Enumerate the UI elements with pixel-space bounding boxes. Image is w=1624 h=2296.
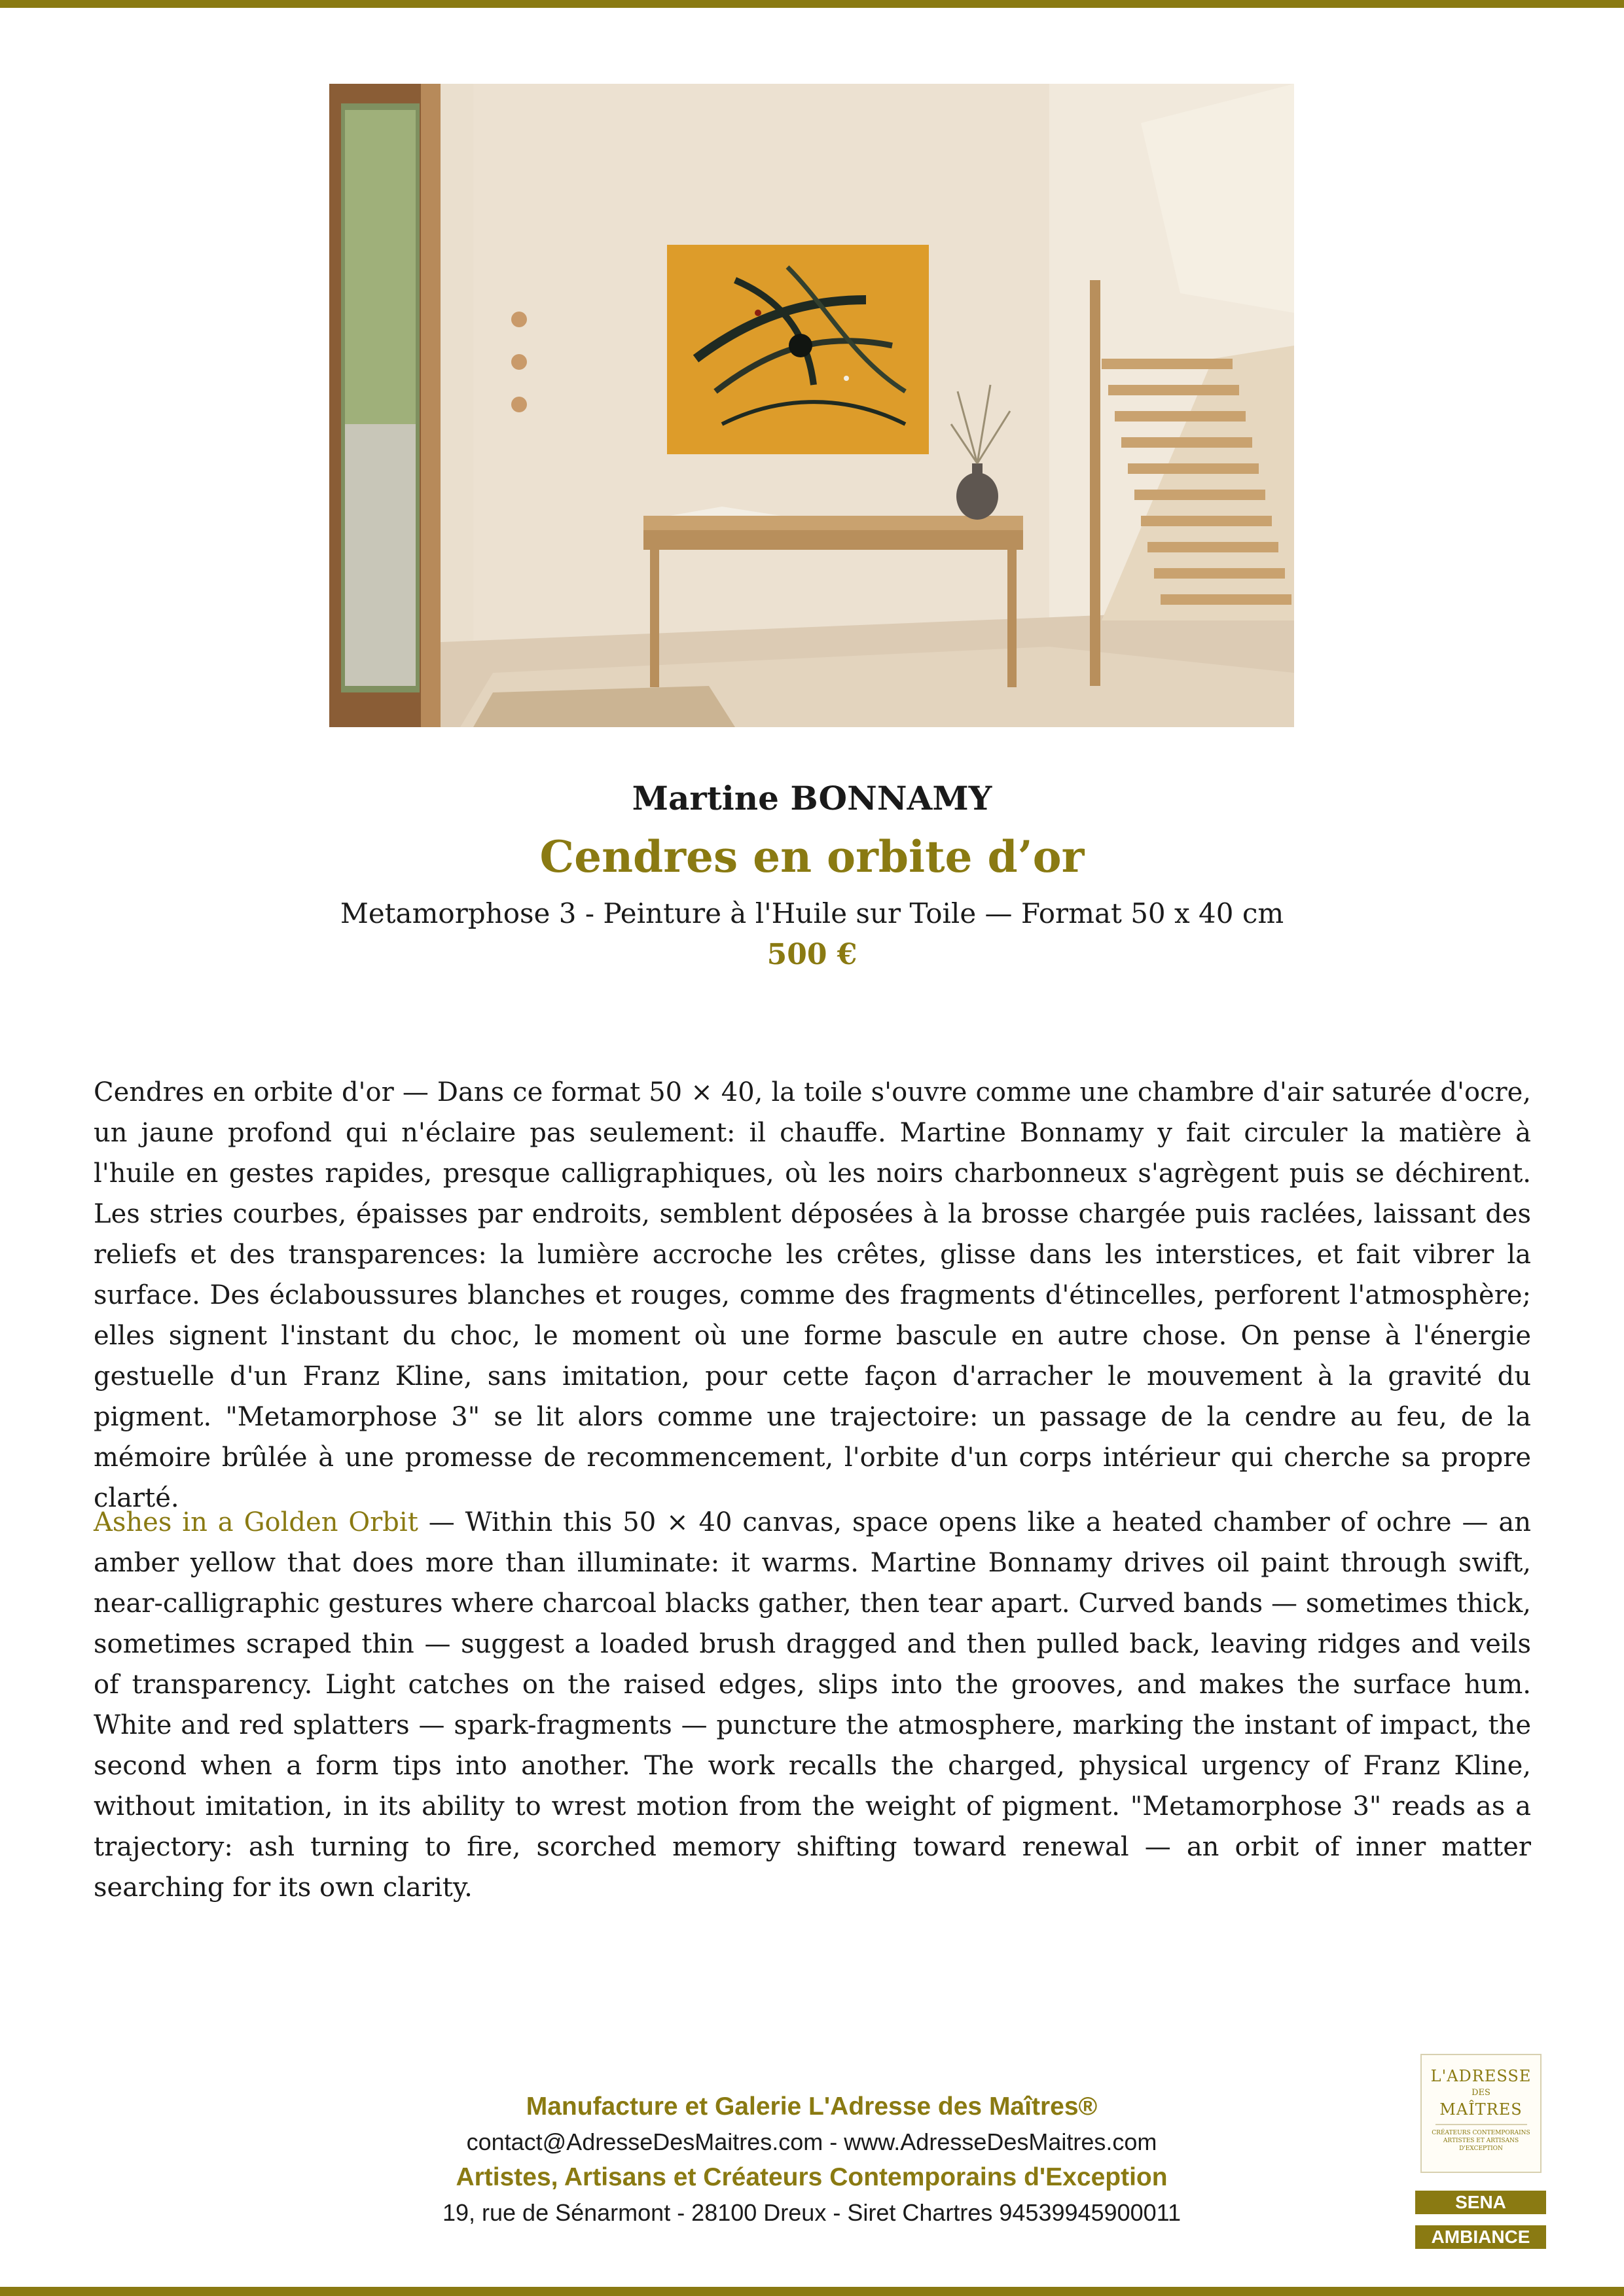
logo-line-2: DES: [1471, 2088, 1490, 2098]
bottom-border-rule: [0, 2287, 1624, 2296]
footer-gallery-name: Manufacture et Galerie L'Adresse des Maîtres®: [526, 2092, 1098, 2121]
badge-sena: SENA: [1415, 2191, 1546, 2214]
logo-line-3: MAÎTRES: [1439, 2100, 1523, 2119]
logo-line-1: L'ADRESSE: [1430, 2067, 1532, 2085]
description-french: Cendres en orbite d'or — Dans ce format 50 × 40, la toile s'ouvre comme une chambre d'air saturée d'ocre, un jaune profond qui n'éclaire pas seulement: il chauffe. Martine Bonnamy y fait circuler la matière à l'huile en gestes rapides, presque calligraphiques, où les noirs charbonneux s'agrègent puis se déchirent. Les stries courbes, épaisses par endroits, semblent déposées à la brosse chargée puis raclées, laissant des reliefs et des transparences: la lumière accroche les crêtes, glisse dans les interstices, et fait vibrer la surface. Des éclaboussures blanches et rouges, comme des fragments d'étincelles, perforent l'atmosphère; elles signent l'instant du choc, le moment où une forme bascule en autre chose. On pense à l'énergie gestuelle d'un Franz Kline, sans imitation, pour cette façon d'arracher le mouvement à la gravité du pigment. "Metamorphose 3" se lit alors comme une trajectoire: un passage de la cendre au feu, de la mémoire brûlée à une promesse de recommencement, l'orbite d'un corps intérieur qui cherche sa propre clarté.: [94, 1077, 1531, 1513]
gallery-logo: [1420, 2054, 1542, 2173]
artwork-price: 500 €: [767, 938, 857, 971]
artist-name: Martine BONNAMY: [632, 779, 992, 817]
footer-address: 19, rue de Sénarmont - 28100 Dreux - Siret Chartres 94539945900011: [442, 2199, 1182, 2226]
artwork-title: Cendres en orbite d’or: [539, 831, 1085, 882]
english-body: — Within this 50 × 40 canvas, space opens like a heated chamber of ochre — an amber yellow that does more than illuminate: it warms. Martine Bonnamy drives oil paint through swift, near-calligraphic gestures where charcoal blacks gather, then tear apart. Curved bands — sometimes thick, sometimes scraped thin — suggest a loaded brush dragged and then pulled back, leaving ridges and veils of transparency. Light catches on the raised edges, slips into the grooves, and makes the surface hum. White and red splatters — spark-fragments — puncture the atmosphere, marking the instant of impact, the second when a form tips into another. The work recalls the charged, physical urgency of Franz Kline, without imitation, in its ability to wrest motion from the weight of pigment. "Metamorphose 3" reads as a trajectory: ash turning to fire, scorched memory shifting toward renewal — an orbit of inner matter searching for its own clarity.: [94, 1507, 1532, 1903]
logo-line-4: CRÉATEURS CONTEMPORAINS ARTISTES ET ARTISANS D'EXCEPTION: [1432, 2130, 1530, 2152]
top-border-rule: [0, 0, 1624, 8]
footer: [353, 2089, 1270, 2231]
artwork-subtitle: Metamorphose 3 - Peinture à l'Huile sur Toile — Format 50 x 40 cm: [340, 897, 1284, 929]
description-english: [94, 1502, 1531, 1908]
artwork-room-photo: [329, 84, 1294, 727]
footer-tagline: Artistes, Artisans et Créateurs Contemporains d'Exception: [456, 2163, 1168, 2191]
badge-ambiance: AMBIANCE: [1415, 2225, 1546, 2249]
logo-divider: [1435, 2124, 1527, 2125]
english-title: Ashes in a Golden Orbit: [94, 1507, 418, 1537]
footer-contact[interactable]: contact@AdresseDesMaitres.com - www.AdresseDesMaitres.com: [466, 2128, 1157, 2155]
